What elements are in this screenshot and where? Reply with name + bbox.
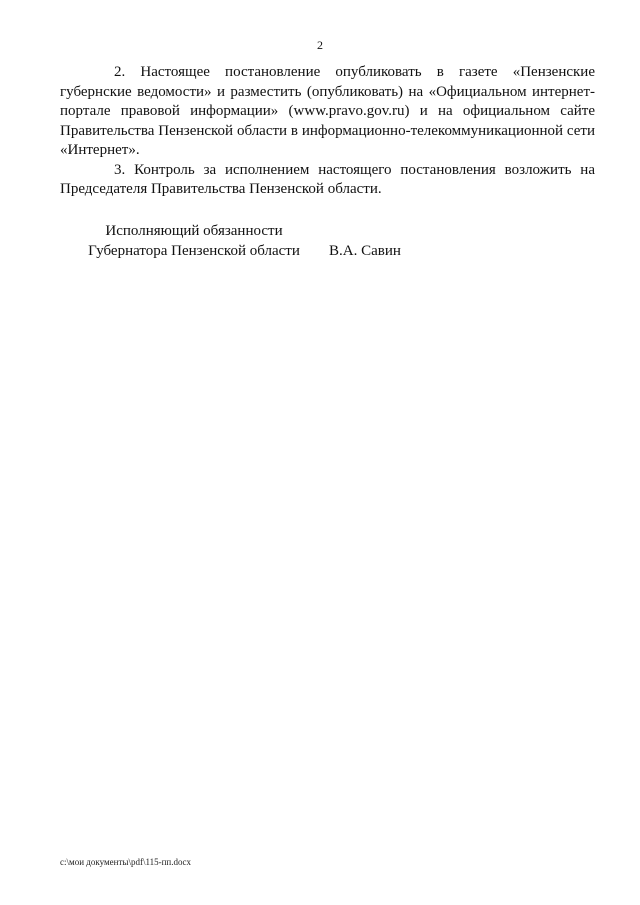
document-body <box>60 63 595 200</box>
signatory-title-line1: Исполняющий обязанности <box>105 223 283 239</box>
page-number: 2 <box>317 38 323 52</box>
signatory-name: В.А. Савин <box>329 243 401 259</box>
paragraph-publication: 2. Настоящее постановление опубликовать в газете «Пензенские губернские ведомости» и разместить (опубликовать) на «Официальном интернет-портале правовой информации» (www.pravo.gov.ru) и на официальном сайте Правительства Пензенской области в информационно-телекоммуникационной сети «Интернет». <box>60 64 595 158</box>
signatory-title <box>84 221 304 261</box>
paragraph-control: 3. Контроль за исполнением настоящего постановления возложить на Председателя Правительства Пензенской области. <box>60 161 595 197</box>
signatory-title-line2: Губернатора Пензенской области <box>88 243 300 259</box>
footer-file-path: c:\мои документы\pdf\115-пп.docx <box>60 857 191 867</box>
